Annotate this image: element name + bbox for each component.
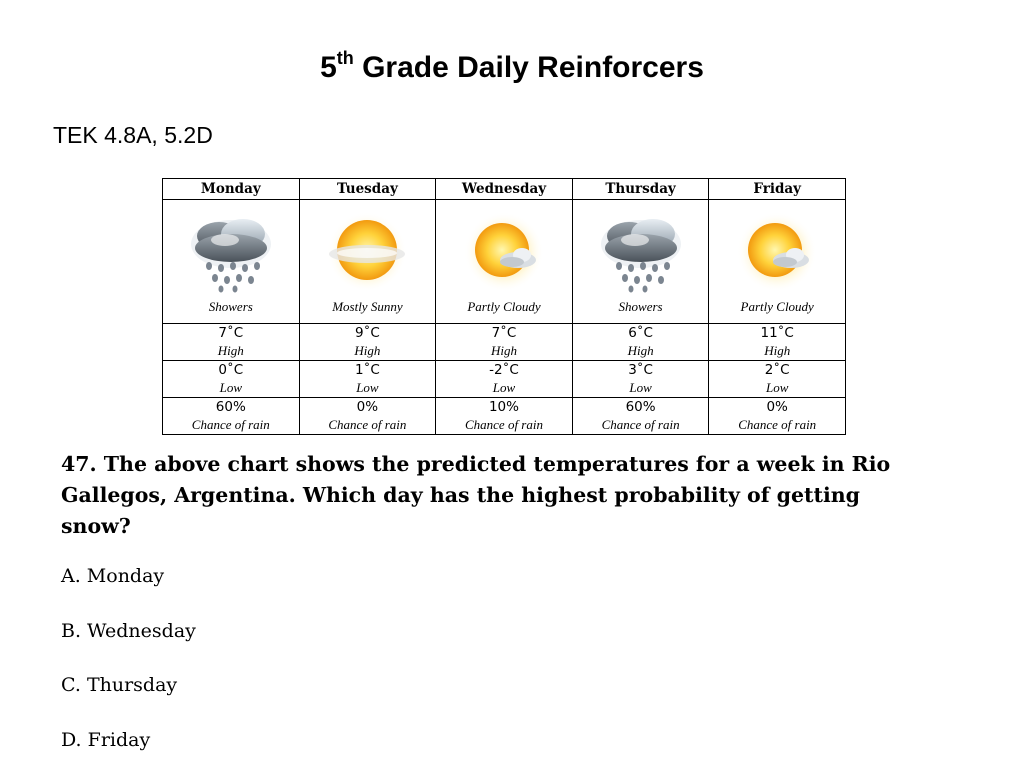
condition-label: Showers xyxy=(618,299,663,314)
condition-cell xyxy=(163,200,300,324)
day-header: Monday xyxy=(163,179,300,200)
high-label: High xyxy=(627,343,654,358)
rain-label: Chance of rain xyxy=(328,417,407,432)
high-label: High xyxy=(354,343,381,358)
condition-cell xyxy=(709,200,846,324)
condition-label: Showers xyxy=(208,299,253,314)
low-value: -2˚C xyxy=(489,362,519,378)
title-number: 5 xyxy=(320,51,337,84)
low-row xyxy=(163,361,846,398)
low-label: Low xyxy=(356,380,379,395)
rain-cell xyxy=(709,398,846,435)
low-label: Low xyxy=(492,380,516,395)
high-label: High xyxy=(490,343,517,358)
answer-choice-a[interactable]: A. Monday xyxy=(61,565,165,587)
partly-cloudy-icon xyxy=(735,210,819,294)
low-value: 0˚C xyxy=(218,362,244,378)
high-cell xyxy=(436,324,573,361)
low-cell xyxy=(163,361,300,398)
low-label: Low xyxy=(629,380,652,395)
answer-choice-d[interactable]: D. Friday xyxy=(61,729,151,751)
low-cell xyxy=(436,361,573,398)
mostly-sunny-icon xyxy=(325,210,409,294)
tek-label: TEK 4.8A, 5.2D xyxy=(53,122,213,148)
condition-cell xyxy=(299,200,436,324)
condition-label: Partly Cloudy xyxy=(467,299,541,314)
low-cell xyxy=(572,361,709,398)
answer-choice-b[interactable]: B. Wednesday xyxy=(61,620,196,642)
low-cell xyxy=(299,361,436,398)
low-label: Low xyxy=(219,380,242,395)
forecast-table xyxy=(162,178,846,435)
condition-cell xyxy=(436,200,573,324)
rain-value: 10% xyxy=(488,399,519,415)
day-header: Thursday xyxy=(572,179,709,200)
answer-choice-c[interactable]: C. Thursday xyxy=(61,674,178,696)
title-superscript: th xyxy=(336,48,354,68)
rain-cell xyxy=(299,398,436,435)
high-value: 7˚C xyxy=(218,325,244,341)
condition-label: Mostly Sunny xyxy=(332,299,403,314)
rain-label: Chance of rain xyxy=(464,417,543,432)
high-cell xyxy=(299,324,436,361)
low-value: 2˚C xyxy=(764,362,790,378)
high-cell xyxy=(572,324,709,361)
rain-value: 0% xyxy=(766,399,788,415)
low-cell xyxy=(709,361,846,398)
condition-cell xyxy=(572,200,709,324)
rain-cell xyxy=(163,398,300,435)
question-text: 47. The above chart shows the predicted temperatures for a week in Rio Gallegos, Argentina. Which day has the highest probability of getting snow? xyxy=(61,452,891,538)
high-value: 7˚C xyxy=(491,325,517,341)
rain-value: 60% xyxy=(215,399,246,415)
showers-icon xyxy=(599,210,683,294)
title-text: Grade Daily Reinforcers xyxy=(353,51,704,84)
day-header: Friday xyxy=(709,179,846,200)
rain-value: 0% xyxy=(356,399,379,415)
high-label: High xyxy=(217,343,244,358)
low-value: 3˚C xyxy=(628,362,653,378)
rain-cell xyxy=(436,398,573,435)
day-header: Wednesday xyxy=(436,179,573,200)
high-cell xyxy=(163,324,300,361)
high-cell xyxy=(709,324,846,361)
rain-row xyxy=(163,398,846,435)
days-header-row xyxy=(163,179,846,200)
low-value: 1˚C xyxy=(355,362,380,378)
rain-cell xyxy=(572,398,709,435)
high-value: 6˚C xyxy=(628,325,653,341)
rain-value: 60% xyxy=(625,399,656,415)
high-row xyxy=(163,324,846,361)
showers-icon xyxy=(189,210,273,294)
conditions-row xyxy=(163,200,846,324)
condition-label: Partly Cloudy xyxy=(740,299,814,314)
day-header: Tuesday xyxy=(299,179,436,200)
rain-label: Chance of rain xyxy=(191,417,270,432)
page-title xyxy=(0,50,1024,85)
high-value: 11˚C xyxy=(760,325,794,341)
rain-label: Chance of rain xyxy=(738,417,817,432)
high-value: 9˚C xyxy=(355,325,380,341)
rain-label: Chance of rain xyxy=(601,417,680,432)
partly-cloudy-icon xyxy=(462,210,546,294)
high-label: High xyxy=(764,343,791,358)
low-label: Low xyxy=(765,380,789,395)
